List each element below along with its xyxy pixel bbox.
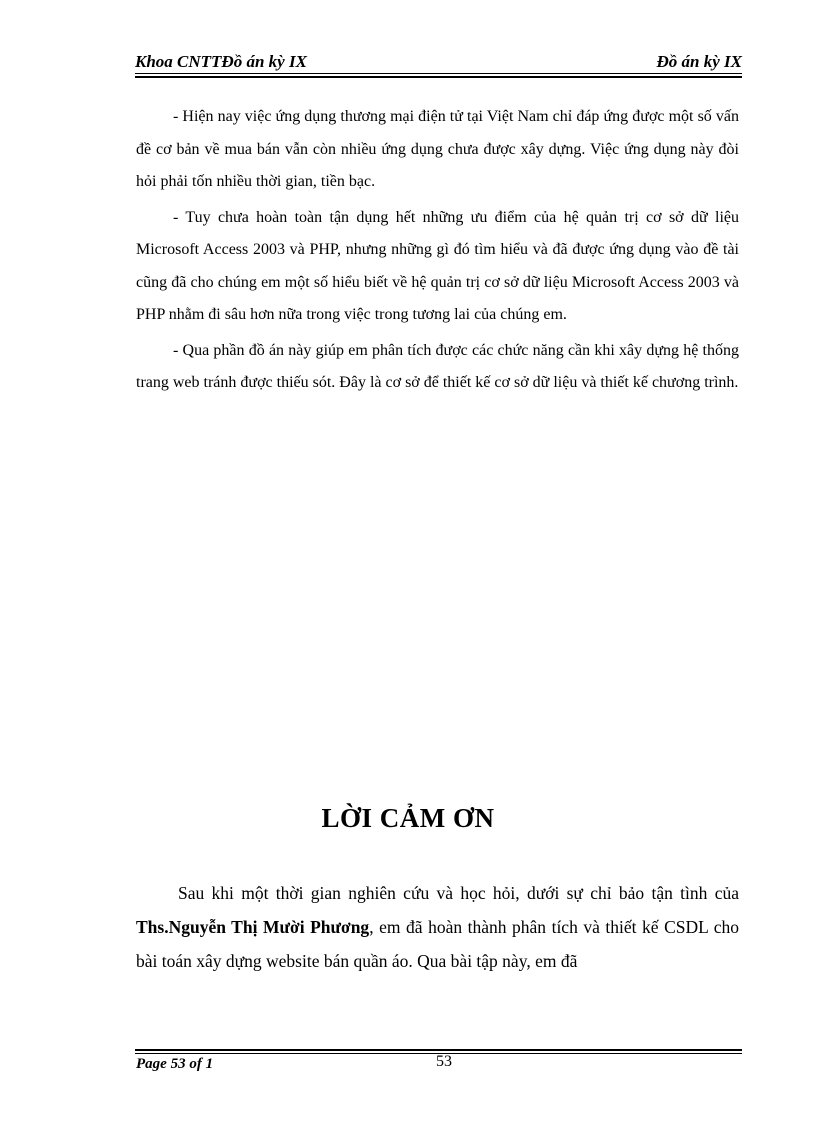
- advisor-name: Ths.Nguyễn Thị Mười Phương: [136, 917, 370, 937]
- header-right-text: Đồ án kỳ IX: [656, 52, 742, 71]
- thanks-text-after: , em đã hoàn thành phân tích và thiết kế CSDL cho bài toán xây dựng website bán quần áo. Qua bài tập này, em đã: [136, 917, 739, 971]
- paragraph-2: - Tuy chưa hoàn toàn tận dụng hết những ưu điểm của hệ quản trị cơ sở dữ liệu Microsoft Access 2003 và PHP, nhưng những gì đó tìm hiểu và đã được ứng dụng vào đề tài cũng đã cho chúng em một số hiểu biết về hệ quản trị cơ sở dữ liệu Microsoft Access 2003 và PHP nhằm đi sâu hơn nữa trong việc trong tương lai của chúng em.: [136, 208, 739, 323]
- header-left-text: Khoa CNTTĐồ án kỳ IX: [135, 52, 307, 71]
- header-rule: [135, 73, 742, 78]
- thanks-text-before: Sau khi một thời gian nghiên cứu và học hỏi, dưới sự chỉ bảo tận tình của: [178, 883, 739, 903]
- paragraph-1: - Hiện nay việc ứng dụng thương mại điện tử tại Việt Nam chỉ đáp ứng được một số vấn đề cơ bản về mua bán vẫn còn nhiều ứng dụng chưa được xây dựng. Việc ứng dụng này đòi hỏi phải tốn nhiều thời gian, tiền bạc.: [136, 108, 739, 190]
- document-body: [136, 101, 739, 403]
- footer-page-number: 53: [436, 1053, 452, 1070]
- section-title: LỜI CẢM ƠN: [321, 803, 495, 833]
- thanks-paragraph: [136, 876, 739, 978]
- page-header: [135, 50, 742, 74]
- paragraph-3: - Qua phần đồ án này giúp em phân tích được các chức năng cần khi xây dựng hệ thống trang web tránh được thiếu sót. Đây là cơ sở để thiết kế cơ sở dữ liệu và thiết kế chương trình.: [136, 341, 739, 391]
- footer-page-label: Page 53 of 1: [136, 1056, 214, 1072]
